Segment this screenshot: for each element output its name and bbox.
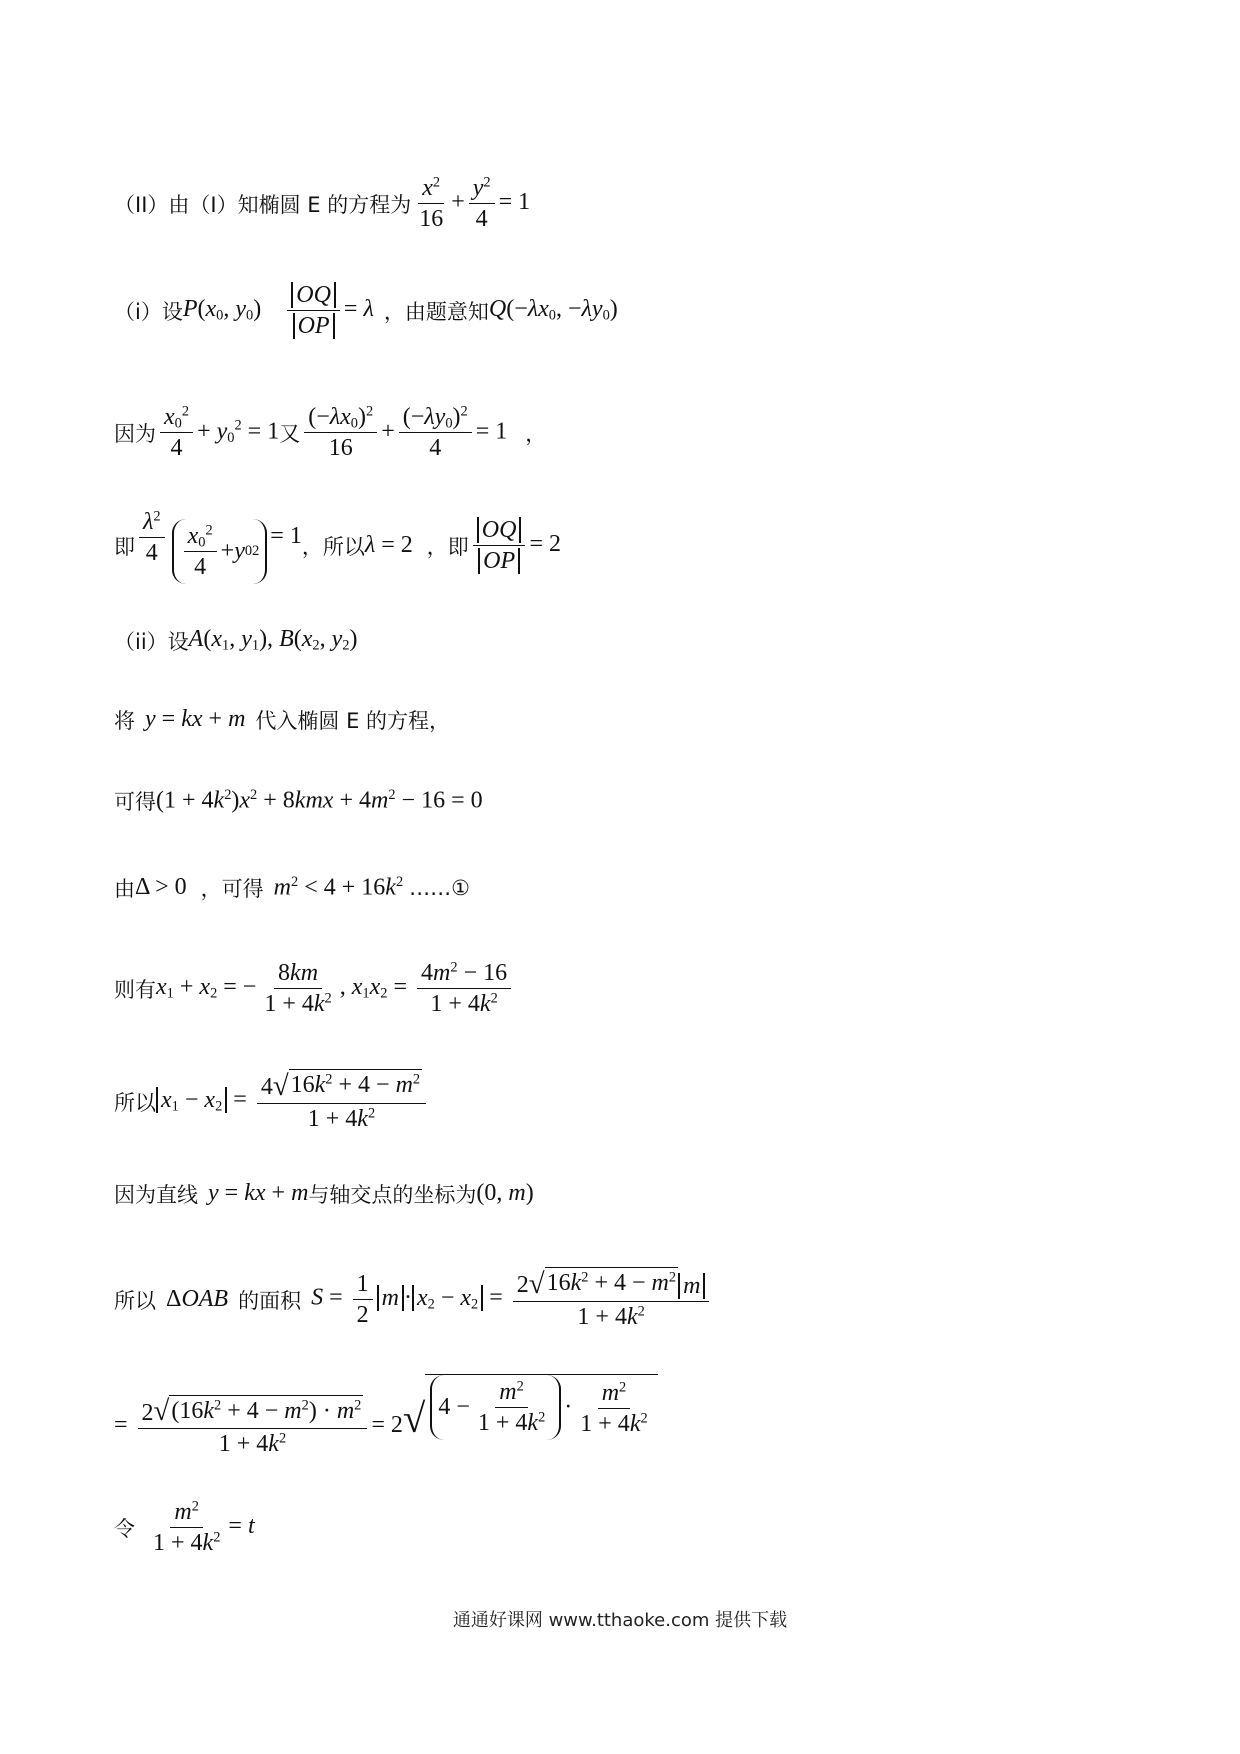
formula-delta: Δ > 0 xyxy=(135,874,187,900)
formula-t-definition: $\frac{m^2}{1 + 4k^2}$ = t xyxy=(153,1498,255,1556)
formula-lambda-value: λ = 2 xyxy=(364,532,413,558)
formula-q-on-ellipse: $\frac{(-\lambda x_0)^2}{16}$ + $\frac{(-\lambda y_0)^2}{4}$ = 1 xyxy=(300,402,507,464)
formula-area-transform: = 2 √ $(16k^2 + 4 - m^2) \cdot m^2$ $1 + 4k^2$ = 2 √ 4 − $\frac{m^2}{1 + 4k^2}$ · $\frac{m^2}{1 + 4k^2}$ xyxy=(114,1374,658,1459)
line-set-ab: （ii）设 $A(x_1$, $y_1$), $B(x_2$, $y_2$) xyxy=(114,626,358,654)
line-discriminant: 由 Δ > 0 ，可得 $m^2 < 4 + 16k^2$ ……① xyxy=(114,873,470,901)
formula-point-p: $P(x_0$, $y_0$) $\frac{OQ}{OP}$ = λ xyxy=(182,282,374,339)
formula-vieta: $x_1 + x_2$ = − $\frac{8km}{1 + 4k^2}$ , $x_1x_2$ = $\frac{4m^2 - 16}{1 + 4k^2}$ xyxy=(156,958,515,1019)
formula-area: S = $\frac{1}{2}$ $m \cdot x_2 - x_2$ = 2 √ $16k^2 + 4 - m^2$ m $1 + 4k^2$ xyxy=(311,1267,713,1331)
formula-triangle: ΔOAB xyxy=(166,1286,229,1312)
line-area-transform xyxy=(0,1378,1240,1457)
formula-intercept-point: (0, m) xyxy=(476,1180,534,1206)
formula-point-q: $Q(-\lambda x_0$, $-\lambda y_0$) xyxy=(488,296,618,324)
ellipse-equation-formula: $\frac{x^2}{16}$ + $\frac{y^2}{4}$ = 1 xyxy=(419,174,531,232)
line-vieta: 则有 $x_1 + x_2$ = − $\frac{8km}{1 + 4k^2}$ , $x_1x_2$ = $\frac{4m^2 - 16}{1 + 4k^2}$ xyxy=(0,988,1240,989)
line-substitute: 将 y = kx + m 代入椭圆 E 的方程， xyxy=(114,706,451,733)
formula-condition-1: $m^2 < 4 + 16k^2$ xyxy=(273,873,404,901)
formula-p-on-ellipse: $\frac{x_0^2}{4}$ + $y_0^2 = 1$ xyxy=(156,402,279,464)
line-quadratic: 可得 $(1 + 4k^2)x^2 + 8kmx + 4m^2 - 16 = 0$ xyxy=(114,786,483,814)
line-distance: 所以 $x_1 - x_2$ = 4 √ $16k^2 + 4 - m^2$ $1 + 4k^2$ xyxy=(0,1101,1240,1102)
line-let-t: 令 $\frac{m^2}{1 + 4k^2}$ = t xyxy=(114,1498,255,1556)
formula-line-equation: y = kx + m xyxy=(145,706,246,732)
formula-ratio-value: $\frac{OQ}{OP}$ = 2 xyxy=(469,515,561,576)
line-area: 所以 ΔOAB 的面积 S = $\frac{1}{2}$ $m \cdot x_2 - x_2$ = 2 √ $16k^2 + 4 - m^2$ m $1 + 4k^2$ xyxy=(0,1299,1240,1300)
line-because: 因为 $\frac{x_0^2}{4}$ + $y_0^2 = 1$ 又 $\frac{(-\lambda x_0)^2}{16}$ + $\frac{(-\lambda y_0)^2}{4}$ = 1 ， xyxy=(114,403,547,462)
page-footer: 通通好课网 www.tthaoke.com 提供下载 xyxy=(452,1610,788,1631)
line-lambda-result: 即 $\frac{\lambda^2}{4}$ $\frac{x_0^2}{4}$ + y 0 2 = 1 ，所以 λ = 2 ，即 $\frac{OQ}{OP}$ = 2 xyxy=(0,545,1240,546)
formula-quadratic: $(1 + 4k^2)x^2 + 8kmx + 4m^2 - 16 = 0$ xyxy=(156,786,483,814)
formula-x-difference: $x_1 - x_2$ = 4 √ $16k^2 + 4 - m^2$ $1 + 4k^2$ xyxy=(156,1069,430,1133)
line-ellipse-equation: （II）由（I）知椭圆 E 的方程为 $\frac{x^2}{16}$ + $\frac{y^2}{4}$ = 1 xyxy=(114,174,531,232)
formula-line-equation-2: y = kx + m xyxy=(208,1180,309,1206)
formula-lambda-equation: $\frac{\lambda^2}{4}$ $\frac{x_0^2}{4}$ + y 0 2 = 1 xyxy=(135,507,302,585)
line-intercept: 因为直线 y = kx + m 与轴交点的坐标为 (0, m) xyxy=(114,1180,534,1207)
formula-points-ab: $A(x_1$, $y_1$), $B(x_2$, $y_2$) xyxy=(188,626,358,654)
line-set-p: （i）设 $P(x_0$, $y_0$) $\frac{OQ}{OP}$ = λ ，由题意知 $Q(-\lambda x_0$, $-\lambda y_0$) xyxy=(114,282,618,339)
